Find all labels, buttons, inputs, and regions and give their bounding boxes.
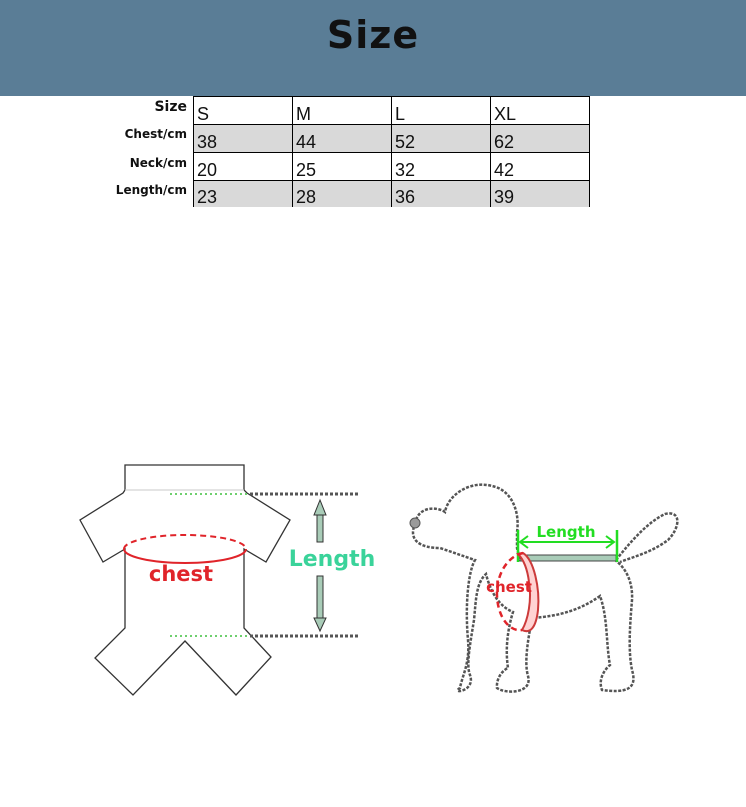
table-cell: 39 — [491, 181, 590, 208]
table-cell: 25 — [293, 153, 392, 181]
table-cell: 52 — [392, 125, 491, 153]
table-cell: 36 — [392, 181, 491, 208]
size-row-label: Size — [154, 99, 187, 115]
length-row-label: Length/cm — [115, 183, 187, 197]
shirt-length-label: Length — [288, 547, 376, 572]
chest-row-label: Chest/cm — [124, 127, 187, 141]
neck-row-label: Neck/cm — [129, 156, 187, 170]
dog-length-label: Length — [536, 523, 596, 541]
dog-nose — [410, 518, 420, 528]
table-cell: 20 — [194, 153, 293, 181]
shirt-chest-label: chest — [148, 562, 214, 586]
dog-diagram — [410, 485, 677, 692]
table-cell: 42 — [491, 153, 590, 181]
table-cell: L — [392, 97, 491, 125]
table-cell: 62 — [491, 125, 590, 153]
table-cell: XL — [491, 97, 590, 125]
page-title: Size — [326, 13, 420, 57]
table-cell: S — [194, 97, 293, 125]
table-cell: 23 — [194, 181, 293, 208]
shirt-diagram — [80, 465, 375, 695]
dog-chest-label: chest — [486, 578, 532, 596]
table-cell: 44 — [293, 125, 392, 153]
dog-back-bar — [520, 555, 616, 561]
dog-tail — [616, 513, 677, 562]
table-cell: 28 — [293, 181, 392, 208]
table-cell: M — [293, 97, 392, 125]
table-cell: 32 — [392, 153, 491, 181]
table-cell: 38 — [194, 125, 293, 153]
